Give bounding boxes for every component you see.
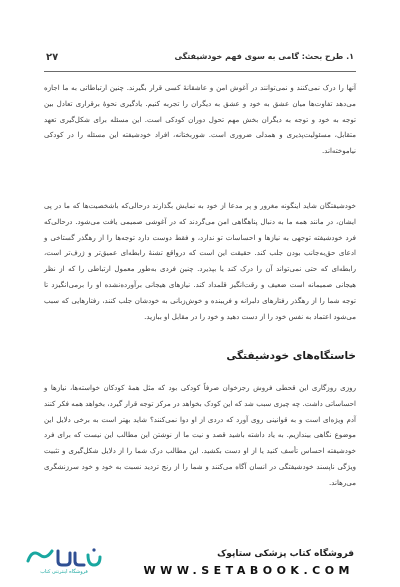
body-paragraph-3: روزی روزگاری این قحطی فروش رجزخوان صرفاً کودکی بود که مثل همهٔ کودکان خواسته‌ها، نیازها و احساساتی داشت. چه چیزی سبب شد که این کودک بخواهد در مرکز توجه قرار گیرد، بخواهد همه فکر کنند آدم ویژه‌ای است و به قوانینی روی آورد که دردی از او دوا نمی‌کنند؟ شاید بهتر است به برخی دلایل این موضوع نگاهی بیندازیم. به یاد داشته باشید قصد و نیت ما از نوشتن این مطالب این نیست که برای فرد خودشیفته احساس تأسف کنید یا از او دست بکشید. این مطالب درک شما را از دلایل شکل‌گیری و تثبیت ویژگی ناپسند خودشیفتگی در انسان آگاه می‌کنند و شما را از رنج تردید نسبت به خود و خود سرزنشگری می‌رهاند. (44, 383, 356, 487)
logo-tagline: فروشگاه اینترنتی کتاب (40, 569, 88, 575)
publisher-footer (0, 535, 400, 587)
running-title: ۱. طرح بحث: گامی به سوی فهم خودشیفتگی (174, 52, 354, 61)
shop-url: WWW.SETABOOK.COM (143, 564, 354, 577)
page-number: ۲۷ (46, 52, 59, 63)
body-paragraph-1: آنها را درک نمی‌کنند و نمی‌توانند در آغوش امن و عاشقانهٔ کسی قرار بگیرند. چنین ارتباطاتی به ما اجازه می‌دهد تفاوت‌ها میان عشق به خود و عشق به دیگران را تجربه کنیم. یادگیری نحوهٔ برقراری تعادل بین توجه به خود و توجه به دیگران بخش مهم تحول دوران کودکی است. این مسئله برای شکل‌گیری تعهد متقابل، مسئولیت‌پذیری و همدلی ضروری است. شوربختانه، افراد خودشیفته این مسئله را در کودکی نیاموخته‌اند. (44, 83, 356, 156)
shop-name: فروشگاه کتاب پزشکی ستاپوک (217, 549, 354, 559)
running-head (0, 52, 400, 68)
setabook-logo-icon (22, 545, 106, 569)
setabook-logo (22, 545, 106, 579)
body-paragraph-2: خودشیفتگان شاید اینگونه مغرور و پر مدعا از خود به نمایش بگذارند درحالی‌که باشخصیت‌ها که ما در پی ایشان، در مانند همه ما به دنبال پناهگاهی امن می‌گردند که در آغوشی صمیمی یافت می‌شود. درحالی‌که فرد خودشیفته توجهی به نیازها و احساسات تو ندارد، و فقط دوست دارد توجه‌ها را از رهگذر گستاخی و ادعای حق‌به‌جانب بودن جلب کند. حقیقت این است که درواقع تشنهٔ رابطه‌ای عمیق‌تر و ژرف‌تر است، رابطه‌ای که حتی نمی‌تواند آن را درک کند یا بپذیرد. چنین فردی به‌طور معمول ارتباطی را که از نظر هیجانی صمیمانه است ضعیف و رقت‌انگیز قلمداد کند. نیازهای هیجانی برآورده‌نشده او را برمی‌انگیزد تا توجه شما را از رهگذر رفتارهای دلبرانه و فریبنده و خوش‌زبانی به خودشان جلب کنند، رفتارهایی که سبب می‌شود اعتماد به نفس خود را از دست دهید و خود را در مقابل او ببازید. (44, 201, 356, 321)
header-rule (44, 71, 356, 72)
section-heading: خاستگاه‌های خودشیفتگی (226, 350, 356, 362)
